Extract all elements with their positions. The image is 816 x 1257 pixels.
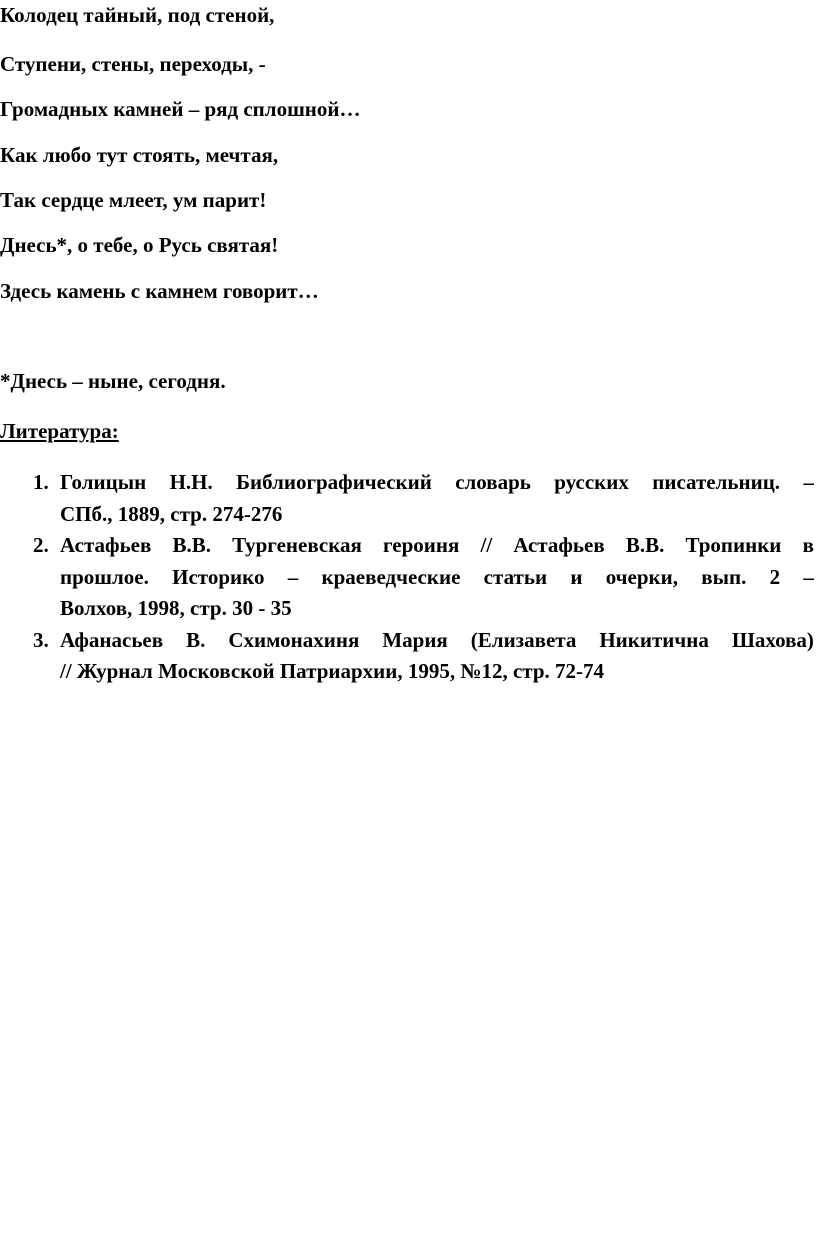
reference-word: и [570,564,583,589]
reference-word: – [803,564,814,589]
reference-list [0,467,816,688]
reference-word: краеведческие [321,564,461,589]
reference-word: Библиографический [236,470,432,494]
poem-line: Громадных камней – ряд сплошной… [0,97,361,121]
reference-text [60,467,814,530]
reference-word: вып. [701,564,747,589]
reference-word: Никитична [599,627,709,652]
reference-text [60,625,814,688]
reference-item [0,467,816,530]
reference-word: В.В. [625,533,665,557]
reference-word: писательниц. [652,470,781,494]
reference-word: Астафьев [60,533,152,557]
reference-word: Астафьев [513,533,605,557]
reference-word: (Елизавета [470,627,577,652]
reference-item [0,625,816,688]
reference-word: Голицын [60,470,147,494]
reference-word: словарь [455,470,531,494]
literature-heading: Литература: [0,419,119,443]
reference-word: Историко [172,564,265,589]
reference-word: в [802,533,814,557]
reference-line [60,625,814,657]
reference-line: Волхов, 1998, стр. 30 - 35 [60,596,292,620]
reference-word: – [287,564,299,589]
poem-line: Колодец тайный, под стеной, [0,3,275,27]
poem-line: Днесь*, о тебе, о Русь святая! [0,233,279,257]
reference-number: 3. [33,627,49,652]
reference-line [60,562,814,594]
reference-word: героиня [383,533,460,557]
reference-word: Схимонахиня [228,627,360,652]
reference-item [0,530,816,625]
footnote: *Днесь – ныне, сегодня. [0,369,226,393]
poem-line: Так сердце млеет, ум парит! [0,188,267,212]
reference-word: // [480,533,493,557]
reference-line [60,530,814,562]
reference-word: Тропинки [685,533,782,557]
reference-number: 1. [33,470,49,494]
reference-word: Н.Н. [169,470,213,494]
reference-word: прошлое. [60,564,149,589]
reference-word: очерки, [605,564,678,589]
reference-word: 2 [769,564,781,589]
poem-line: Ступени, стены, переходы, - [0,52,266,76]
reference-word: – [803,470,814,494]
reference-word: В.В. [172,533,212,557]
reference-text [60,530,814,625]
poem-line: Здесь камень с камнем говорит… [0,279,319,303]
reference-line: // Журнал Московской Патриархии, 1995, №12, стр. 72-74 [60,659,605,683]
reference-word: В. [186,627,206,652]
reference-word: статьи [483,564,548,589]
reference-line [60,467,814,499]
reference-number: 2. [33,533,49,557]
poem-line: Как любо тут стоять, мечтая, [0,143,279,167]
reference-line: СПб., 1889, стр. 274-276 [60,501,283,526]
reference-word: Тургеневская [232,533,362,557]
reference-word: Мария [382,627,448,652]
reference-word: Афанасьев [60,627,164,652]
reference-word: Шахова) [731,627,814,652]
reference-word: русских [554,470,629,494]
